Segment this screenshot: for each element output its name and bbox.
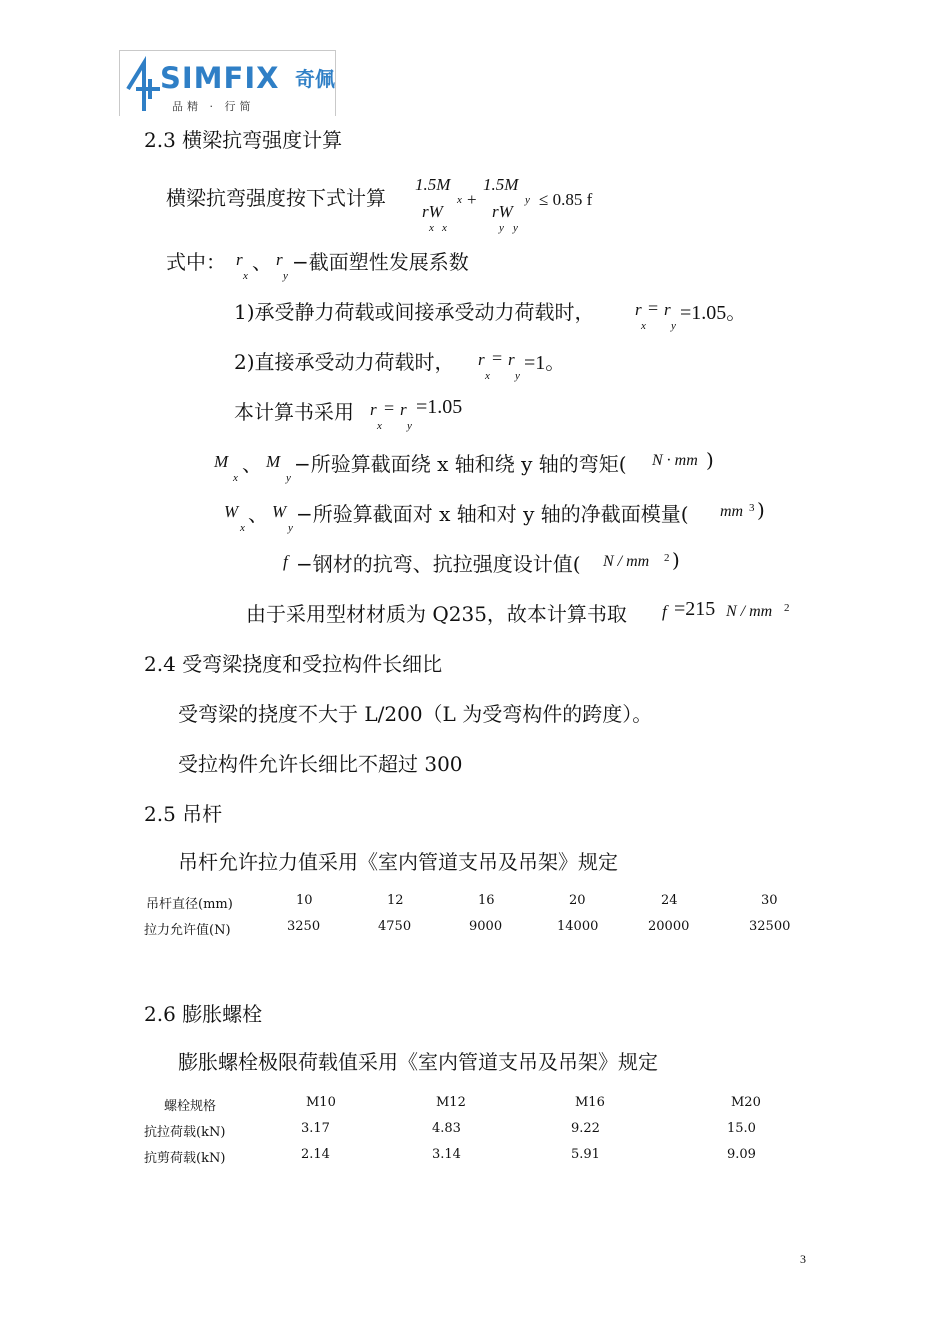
- f-close: ): [672, 548, 680, 572]
- section-heading-2-6: 2.6 膨胀螺栓: [144, 1002, 263, 1026]
- formula-num2-sub: y: [525, 194, 530, 206]
- f-unit-exp: 2: [664, 552, 670, 564]
- logo-mark-icon: [122, 55, 162, 115]
- s25-line1: 吊杆允许拉力值采用《室内管道支吊及吊架》规定: [178, 850, 618, 874]
- section-heading-2-5: 2.5 吊杆: [144, 802, 223, 826]
- table-row: 抗剪荷载(kN) 2.14 3.14 5.91 9.09: [144, 1147, 756, 1166]
- gamma-x-sub: x: [243, 270, 248, 282]
- formula-den2-sub-r: y: [499, 222, 504, 234]
- s24-line1: 受弯梁的挠度不大于 L/200（L 为受弯构件的跨度）。: [178, 702, 653, 726]
- case1-gx: r: [635, 300, 642, 319]
- logo-slogan: 品精 · 行简: [172, 100, 255, 113]
- formula-lead: 横梁抗弯强度按下式计算: [166, 186, 386, 210]
- material-unit: N / mm: [726, 603, 773, 620]
- where-sep: 、: [252, 250, 272, 274]
- bending-formula: [412, 172, 612, 238]
- table-row: 抗拉荷载(kN) 3.17 4.83 9.22 15.0: [144, 1121, 756, 1140]
- adopt-gx: r: [370, 400, 377, 419]
- adopt-gx-sub: x: [377, 420, 382, 432]
- formula-num1-sub: x: [457, 194, 462, 206]
- material-value: =215: [674, 598, 716, 620]
- formula-den1: rW: [422, 202, 443, 221]
- case2-gy-sub: y: [515, 370, 520, 382]
- table-row: 拉力允许值(N) 3250 4750 9000 14000 20000 32500: [144, 919, 791, 938]
- wy-sub: y: [288, 522, 293, 534]
- material-unit-exp: 2: [784, 602, 790, 614]
- adopt-value: =1.05: [416, 396, 463, 418]
- where-desc: −截面塑性发展系数: [292, 250, 469, 274]
- formula-rhs: ≤ 0.85 f: [539, 190, 593, 209]
- table-row: 螺栓规格 M10 M12 M16 M20: [164, 1095, 761, 1114]
- gamma-y-sub: y: [283, 270, 288, 282]
- case1-gy: r: [664, 300, 671, 319]
- my-sub: y: [286, 472, 291, 484]
- m-unit: N · mm: [652, 452, 698, 469]
- adopt-gy: r: [400, 400, 407, 419]
- case2-value: =1。: [524, 352, 566, 374]
- case2-gy: r: [508, 350, 515, 369]
- s26-line1: 膨胀螺栓极限荷载值采用《室内管道支吊及吊架》规定: [178, 1050, 658, 1074]
- f-unit: N / mm: [603, 553, 650, 570]
- formula-den1-sub-w: x: [442, 222, 447, 234]
- logo-brand-cn: 奇佩: [295, 67, 335, 91]
- table-row: 吊杆直径(mm) 10 12 16 20 24 30: [146, 893, 778, 912]
- formula-den2: rW: [492, 202, 513, 221]
- where-label: 式中：: [166, 250, 226, 274]
- w-desc: −所验算截面对 x 轴和对 y 轴的净截面模量(: [296, 502, 689, 526]
- formula-plus: +: [467, 190, 477, 209]
- mx-sub: x: [233, 472, 238, 484]
- case1-text: 1)承受静力荷载或间接承受动力荷载时，: [234, 300, 595, 324]
- m-close: ): [706, 448, 714, 472]
- case1-value: =1.05。: [680, 302, 747, 324]
- expansion-bolt-table: [144, 1095, 784, 1173]
- f-desc: −钢材的抗弯、抗拉强度设计值(: [296, 552, 581, 576]
- formula-den2-sub-w: y: [513, 222, 518, 234]
- gamma-y-symbol: r: [276, 250, 283, 269]
- case1-gy-sub: y: [671, 320, 676, 332]
- m-sep: 、: [242, 452, 262, 476]
- formula-num2: 1.5M: [483, 175, 519, 194]
- case2-text: 2)直接承受动力荷载时，: [234, 350, 455, 374]
- gamma-x-symbol: r: [236, 250, 243, 269]
- w-sep: 、: [248, 502, 268, 526]
- formula-den1-sub-r: x: [429, 222, 434, 234]
- logo-brand: SIMFIX: [160, 61, 280, 95]
- m-desc: −所验算截面绕 x 轴和绕 y 轴的弯矩(: [294, 452, 627, 476]
- formula-num1: 1.5M: [415, 175, 451, 194]
- s24-line2: 受拉构件允许长细比不超过 300: [178, 752, 463, 776]
- hanger-rod-table: [144, 893, 804, 945]
- page-number: 3: [800, 1252, 806, 1266]
- section-heading-2-4: 2.4 受弯梁挠度和受拉构件长细比: [144, 652, 443, 676]
- w-close: ): [757, 498, 765, 522]
- section-heading-2-3: 2.3 横梁抗弯强度计算: [144, 128, 343, 152]
- case2-gx: r: [478, 350, 485, 369]
- adopt-text: 本计算书采用: [234, 400, 354, 424]
- case2-gx-sub: x: [485, 370, 490, 382]
- company-logo: [119, 50, 336, 116]
- w-unit-exp: 3: [749, 502, 755, 514]
- material-text: 由于采用型材材质为 Q235，故本计算书取: [246, 602, 627, 626]
- adopt-gy-sub: y: [407, 420, 412, 432]
- case1-gx-sub: x: [641, 320, 646, 332]
- w-unit: mm: [720, 503, 744, 520]
- wx-sub: x: [240, 522, 245, 534]
